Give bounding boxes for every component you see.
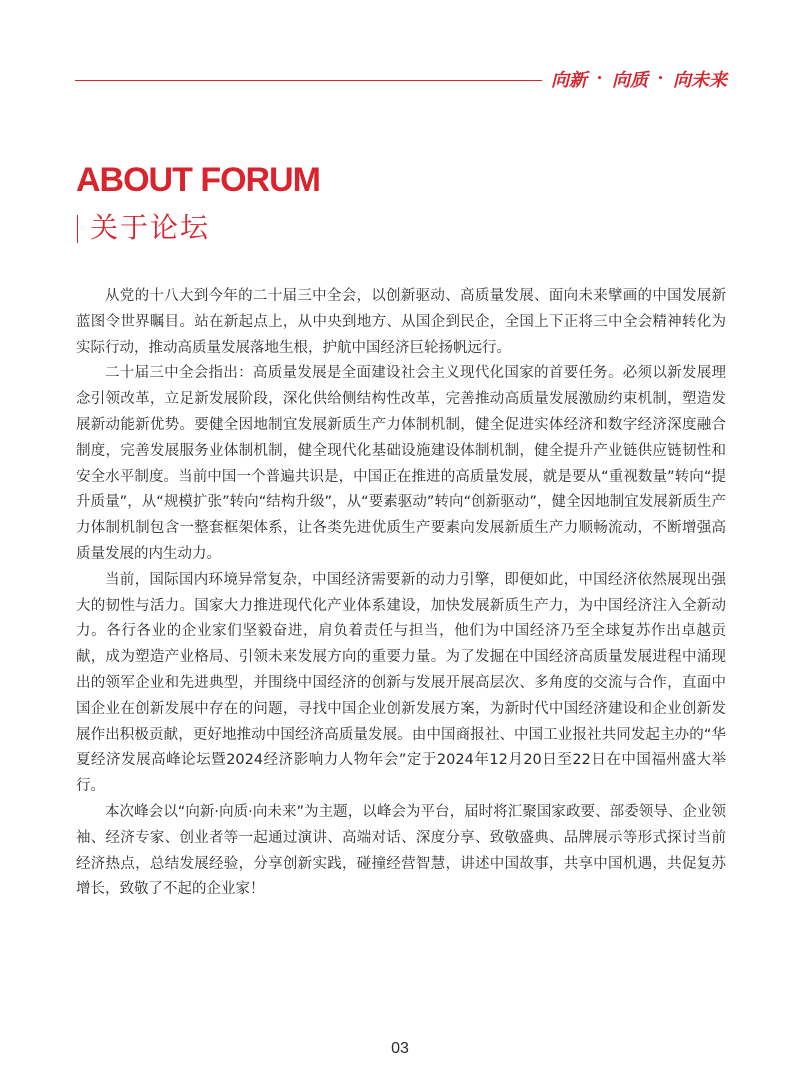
slogan-separator: • [596, 74, 603, 84]
title-accent-bar [77, 215, 78, 243]
header-divider-line [75, 80, 542, 81]
header-slogan [551, 64, 727, 94]
paragraph: 从党的十八大到今年的二十届三中全会，以创新驱动、高质量发展、面向未来擘画的中国发展新蓝图令世界瞩目。站在新起点上，从中央到地方、从国企到民企，全国上下正将三中全会精神转化为实际行动，推动高质量发展落地生根，护航中国经济巨轮扬帆远行。 [76, 288, 726, 356]
page-title-english: ABOUT FORUM [76, 161, 320, 199]
slogan-separator: • [657, 74, 664, 84]
paragraph: 当前，国际国内环境异常复杂，中国经济需要新的动力引擎，即便如此，中国经济依然展现出强大的韧性与活力。国家大力推进现代化产业体系建设，加快发展新质生产力，为中国经济注入全新动力。各行各业的企业家们坚毅奋进，肩负着责任与担当，他们为中国经济乃至全球复苏作出卓越贡献，成为塑造产业格局、引领未来发展方向的重要力量。为了发掘在中国经济高质量发展进程中涌现出的领军企业和先进典型，并围绕中国经济的创新与发展开展高层次、多角度的交流与合作，直面中国企业在创新发展中存在的问题，寻找中国企业创新发展方案，为新时代中国经济建设和企业创新发展作出积极贡献，更好地推动中国经济高质量发展。由中国商报社、中国工业报社共同发起主办的“华夏经济发展高峰论坛暨2024经济影响力人物年会”定于2024年12月20日至22日在中国福州盛大举行。 [76, 571, 726, 795]
slogan-part-quality: 向质 [611, 70, 648, 91]
slogan-part-future: 向未来 [672, 70, 727, 91]
paragraph: 二十届三中全会指出：高质量发展是全面建设社会主义现代化国家的首要任务。必须以新发展理念引领改革，立足新发展阶段，深化供给侧结构性改革，完善推动高质量发展激励约束机制，塑造发展新动能新优势。要健全因地制宜发展新质生产力体制机制，健全促进实体经济和数字经济深度融合制度，完善发展服务业体制机制，健全现代化基础设施建设体制机制，健全提升产业链供应链韧性和安全水平制度。当前中国一个普遍共识是，中国正在推进的高质量发展，就是要从“重视数量”转向“提升质量”，从“规模扩张”转向“结构升级”，从“要素驱动”转向“创新驱动”，健全因地制宜发展新质生产力体制机制包含一整套框架体系，让各类先进优质生产要素向发展新质生产力顺畅流动，不断增强高质量发展的内生动力。 [76, 365, 726, 562]
slogan-part-new: 向新 [551, 70, 587, 91]
paragraph: 本次峰会以“向新·向质·向未来”为主题，以峰会为平台，届时将汇聚国家政要、部委领导、企业领袖、经济专家、创业者等一起通过演讲、高端对话、深度分享、致敬盛典、品牌展示等形式探讨当前经济热点，总结发展经验，分享创新实践，碰撞经营智慧，讲述中国故事，共享中国机遇，共促复苏增长，致敬了不起的企业家！ [76, 803, 726, 898]
article-body [76, 284, 726, 903]
page-title-chinese: 关于论坛 [90, 211, 211, 244]
page-number: 03 [391, 1040, 409, 1057]
